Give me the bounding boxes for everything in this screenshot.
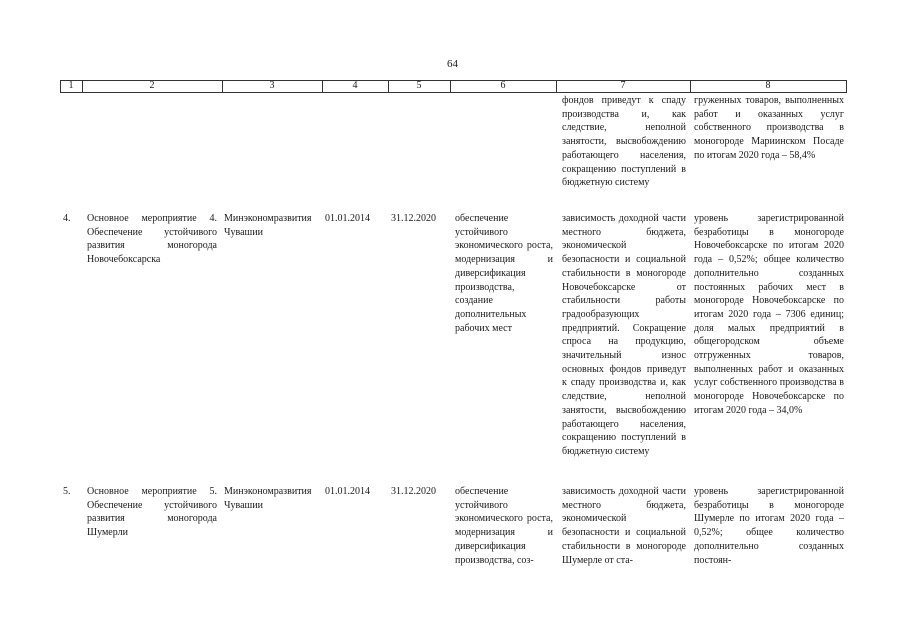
expected-result: обеспечение устойчивого экономического роста, модернизация и диверсификация производства, соз- — [455, 486, 553, 566]
column-number-5: 5 — [416, 80, 422, 91]
target-indicators: уровень зарегистрированной безработицы в моногороде Новочебоксарске по итогам 2020 года – 0,52%; общее количество дополнительно созданных постоянных рабочих мест в моногороде Новочебоксарске по итогам 2020 года – 7306 единиц; доля малых предприятий в общегородском объеме отгруженных товаров, выполненных работ и оказанных услуг собственного производства в моногороде Новочебоксарске по итогам 2020 года – 34,0% — [694, 213, 844, 416]
column-number-2: 2 — [149, 80, 155, 91]
column-number-1: 1 — [68, 80, 74, 91]
non-implementation-consequences: зависимость доходной части местного бюджета, экономической безопасности и социальной стабильности в моногороде Шумерле от ста- — [562, 486, 686, 566]
measure-name: Основное мероприятие 4. Обеспечение устойчивого развития моногорода Новочебоксарска — [87, 213, 217, 266]
continuation-consequence: фондов приведут к спаду производства и, как следствие, неполной занятости, высвобождению работающего населения, сокращению поступлений в бюджетную систему — [562, 95, 686, 189]
column-number-8: 8 — [765, 80, 771, 91]
row-number: 5. — [63, 486, 71, 497]
expected-result: обеспечение устойчивого экономического роста, модернизация и диверсификация производства, создание дополнительных рабочих мест — [455, 213, 553, 334]
column-number-4: 4 — [352, 80, 358, 91]
end-date: 31.12.2020 — [391, 213, 436, 224]
column-number-7: 7 — [620, 80, 626, 91]
responsible-executor: Минэкономразвития Чувашии — [224, 213, 312, 238]
end-date: 31.12.2020 — [391, 486, 436, 497]
column-number-3: 3 — [269, 80, 275, 91]
table-header-row — [60, 80, 847, 92]
start-date: 01.01.2014 — [325, 213, 370, 224]
page-number: 64 — [447, 58, 458, 70]
target-indicators: уровень зарегистрированной безработицы в моногороде Шумерле по итогам 2020 года – 0,52%; общее количество дополнительно созданных постоян- — [694, 486, 844, 566]
measure-name: Основное мероприятие 5. Обеспечение устойчивого развития моногорода Шумерли — [87, 486, 217, 539]
start-date: 01.01.2014 — [325, 486, 370, 497]
non-implementation-consequences: зависимость доходной части местного бюджета, экономической безопасности и социальной стабильности в моногороде Новочебоксарске от стабильности работы градообразующих предприятий. Сокращение спроса на продукцию, значительный износ основных фондов приведут к спаду производства и, как следствие, неполной занятости, высвобождению работающего населения, сокращению поступлений в бюджетную систему — [562, 213, 686, 457]
column-number-6: 6 — [500, 80, 506, 91]
table-header-bottom-rule — [60, 92, 847, 93]
row-number: 4. — [63, 213, 71, 224]
continuation-indicators: груженных товаров, выполненных работ и оказанных услуг собственного производства в моногороде Мариинском Посаде по итогам 2020 года – 58,4% — [694, 95, 844, 161]
responsible-executor: Минэкономразвития Чувашии — [224, 486, 312, 511]
